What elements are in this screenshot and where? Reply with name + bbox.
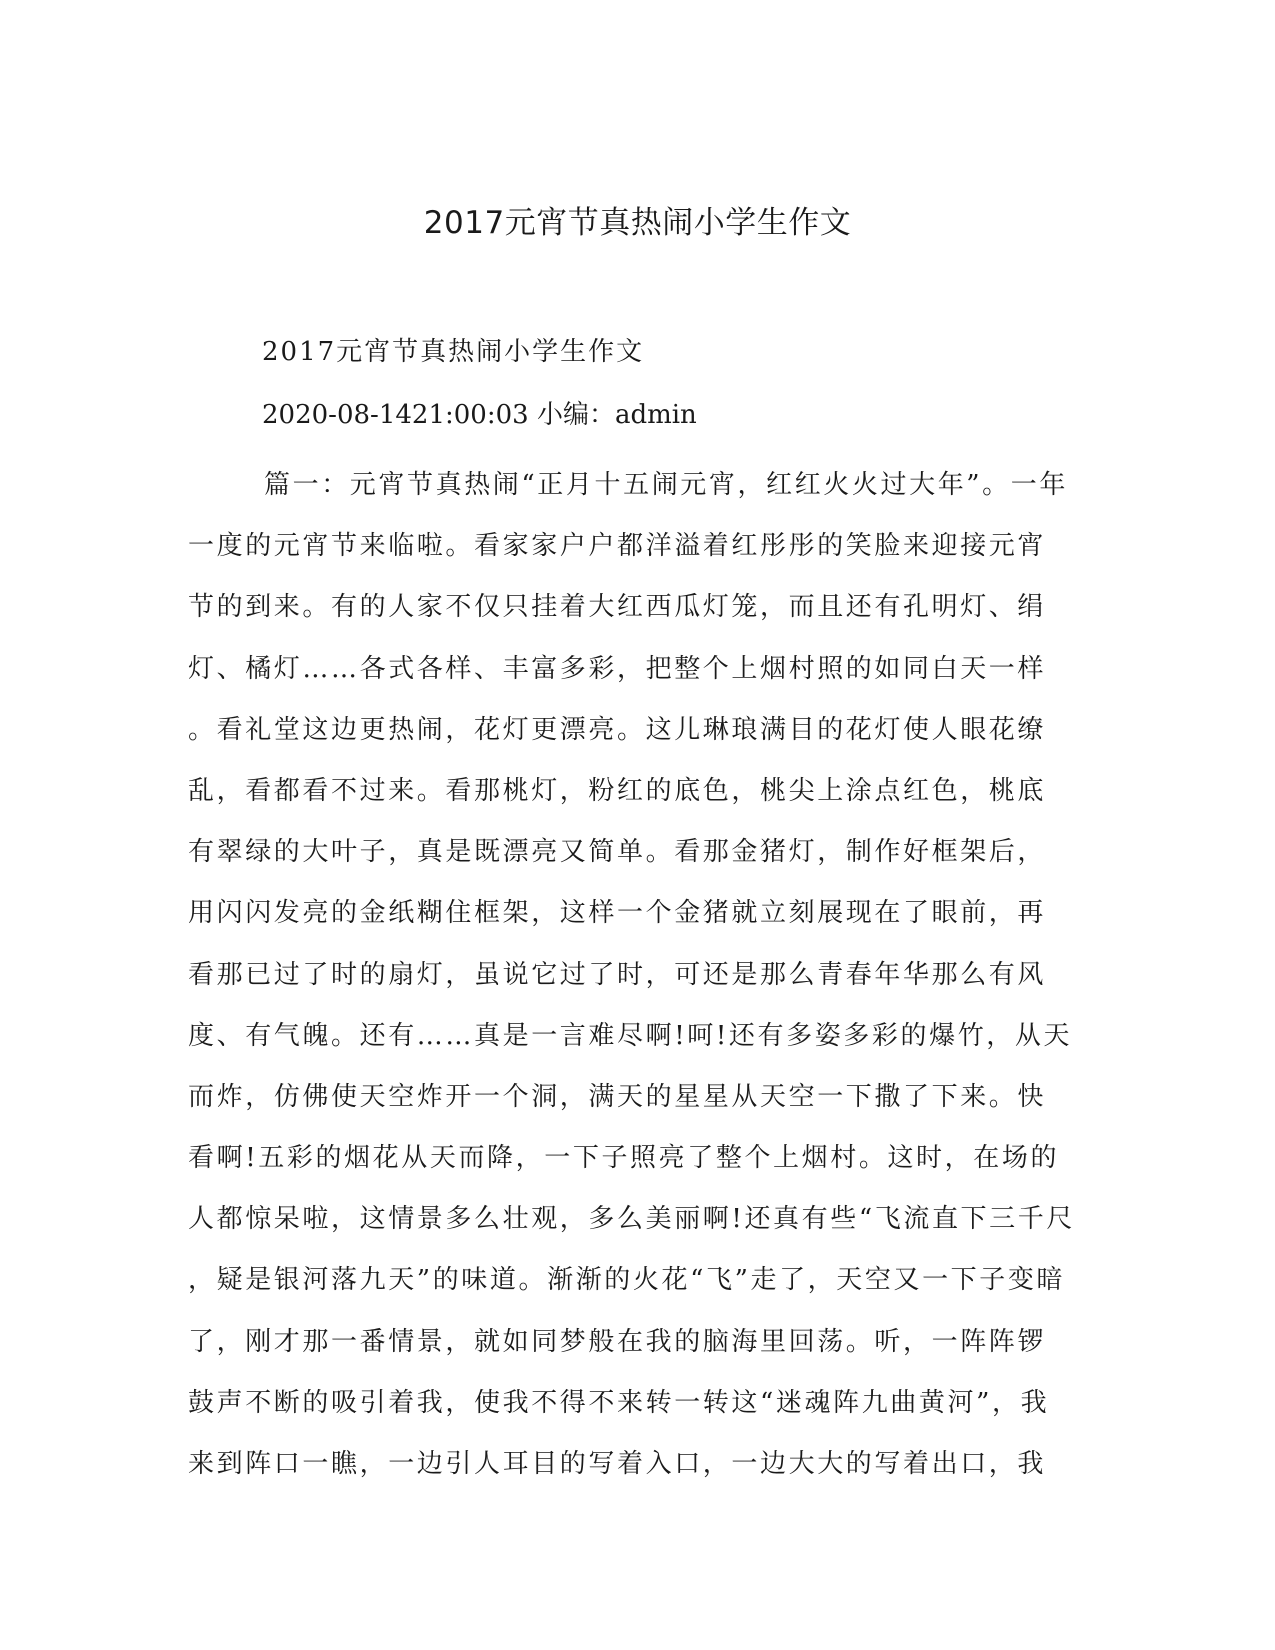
body-line: 灯、橘灯……各式各样、丰富多彩，把整个上烟村照的如同白天一样 [188,653,1047,684]
body-line: 了，刚才那一番情景，就如同梦般在我的脑海里回荡。听，一阵阵锣 [188,1326,1047,1357]
body-line: 用闪闪发亮的金纸糊住框架，这样一个金猪就立刻展现在了眼前，再 [188,898,1047,929]
body-line: 人都惊呆啦，这情景多么壮观，多么美丽啊!还真有些“飞流直下三千尺 [188,1204,1075,1235]
document-title: 2017元宵节真热闹小学生作文 [423,205,852,241]
body-line: 篇一：元宵节真热闹“正月十五闹元宵，红红火火过大年”。一年 [264,470,1068,500]
article-subtitle: 2017元宵节真热闹小学生作文 [262,337,645,367]
body-line: 乱，看都看不过来。看那桃灯，粉红的底色，桃尖上涂点红色，桃底 [188,775,1047,806]
article-body [188,455,1084,1495]
body-line: 来到阵口一瞧，一边引人耳目的写着入口，一边大大的写着出口，我 [188,1449,1047,1479]
article-date-editor: 2020-08-1421:00:03 小编：admin [262,400,697,430]
body-line: 一度的元宵节来临啦。看家家户户都洋溢着红彤彤的笑脸来迎接元宵 [188,531,1047,562]
body-line: 看那已过了时的扇灯，虽说它过了时，可还是那么青春年华那么有风 [188,959,1047,990]
body-line: 节的到来。有的人家不仅只挂着大红西瓜灯笼，而且还有孔明灯、绢 [188,592,1047,623]
body-line: 。看礼堂这边更热闹，花灯更漂亮。这儿琳琅满目的花灯使人眼花缭 [188,714,1047,745]
body-line: 鼓声不断的吸引着我，使我不得不来转一转这“迷魂阵九曲黄河”，我 [188,1387,1050,1418]
body-line: 看啊!五彩的烟花从天而降，一下子照亮了整个上烟村。这时，在场的 [188,1143,1060,1174]
body-line: 有翠绿的大叶子，真是既漂亮又简单。看那金猪灯，制作好框架后， [188,837,1047,868]
body-line: ，疑是银河落九天”的味道。渐渐的火花“飞”走了，天空又一下子变暗 [188,1265,1066,1296]
body-line: 度、有气魄。还有……真是一言难尽啊!呵!还有多姿多彩的爆竹，从天 [188,1020,1073,1051]
body-line: 而炸，仿佛使天空炸开一个洞，满天的星星从天空一下撒了下来。快 [188,1081,1047,1112]
